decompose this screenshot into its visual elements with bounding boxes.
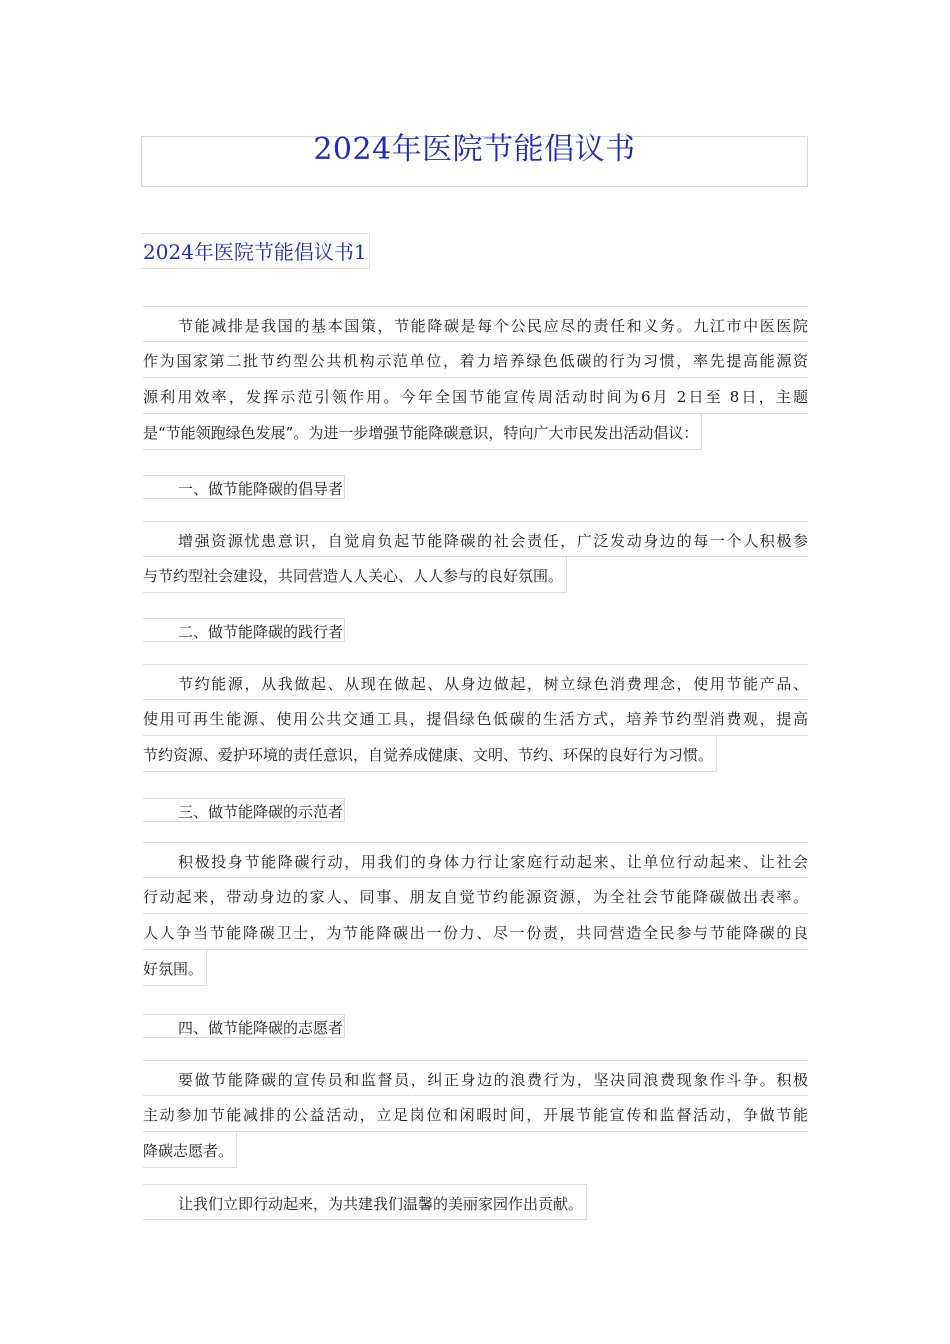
paragraph-model — [143, 842, 808, 987]
paragraph-line: 行动起来，带动身边的家人、同事、朋友自觉节约能源资源，为全社会节能降碳做出表率。 — [143, 878, 808, 914]
paragraph-volunteer — [143, 1060, 808, 1169]
section-heading: 一、做节能降碳的倡导者 — [143, 475, 345, 499]
heading-advocate — [143, 471, 808, 507]
paragraph-line: 作为国家第二批节约型公共机构示范单位，着力培养绿色低碳的行为习惯，率先提高能源资 — [143, 342, 808, 378]
paragraph-line: 好氛围。 — [143, 950, 207, 986]
paragraph-advocate — [143, 521, 808, 594]
paragraph-line: 人人争当节能降碳卫士，为节能降碳出一份力、尽一份责，共同营造全民参与节能降碳的良 — [143, 914, 808, 950]
paragraph-line: 积极投身节能降碳行动，用我们的身体力行让家庭行动起来、让单位行动起来、让社会 — [143, 842, 808, 878]
paragraph-line: 节能减排是我国的基本国策，节能降碳是每个公民应尽的责任和义务。九江市中医医院 — [143, 306, 808, 342]
title-frame — [141, 132, 808, 187]
document-title: 2024年医院节能倡议书 — [313, 132, 636, 167]
paragraph-intro — [143, 306, 808, 451]
paragraph-line: 降碳志愿者。 — [143, 1132, 237, 1168]
subtitle-frame — [141, 233, 370, 269]
paragraph-line: 节约资源、爱护环境的责任意识，自觉养成健康、文明、节约、环保的良好行为习惯。 — [143, 736, 717, 772]
paragraph-line: 是“节能领跑绿色发展”。为进一步增强节能降碳意识，特向广大市民发出活动倡议： — [143, 414, 702, 450]
heading-volunteer — [143, 1010, 808, 1046]
paragraph-line: 增强资源忧患意识，自觉肩负起节能降碳的社会责任，广泛发动身边的每一个人积极参 — [143, 521, 808, 557]
paragraph-line: 让我们立即行动起来，为共建我们温馨的美丽家园作出贡献。 — [143, 1184, 587, 1220]
paragraph-closing — [143, 1184, 808, 1222]
section-heading: 三、做节能降碳的示范者 — [143, 798, 345, 822]
paragraph-line: 主动参加节能减排的公益活动，立足岗位和闲暇时间，开展节能宣传和监督活动，争做节能 — [143, 1096, 808, 1132]
paragraph-line: 使用可再生能源、使用公共交通工具，提倡绿色低碳的生活方式，培养节约型消费观，提高 — [143, 700, 808, 736]
paragraph-practitioner — [143, 664, 808, 773]
heading-practitioner — [143, 614, 808, 650]
section-heading: 四、做节能降碳的志愿者 — [143, 1014, 345, 1038]
heading-model — [143, 794, 808, 830]
section-heading: 二、做节能降碳的践行者 — [143, 618, 345, 642]
paragraph-line: 与节约型社会建设，共同营造人人关心、人人参与的良好氛围。 — [143, 557, 567, 593]
paragraph-line: 节约能源，从我做起、从现在做起、从身边做起，树立绿色消费理念，使用节能产品、 — [143, 664, 808, 700]
paragraph-line: 源利用效率，发挥示范引领作用。今年全国节能宣传周活动时间为6月 2日至 8日，主题 — [143, 378, 808, 414]
paragraph-line: 要做节能降碳的宣传员和监督员，纠正身边的浪费行为，坚决同浪费现象作斗争。积极 — [143, 1060, 808, 1096]
section-subtitle: 2024年医院节能倡议书1 — [143, 240, 367, 264]
